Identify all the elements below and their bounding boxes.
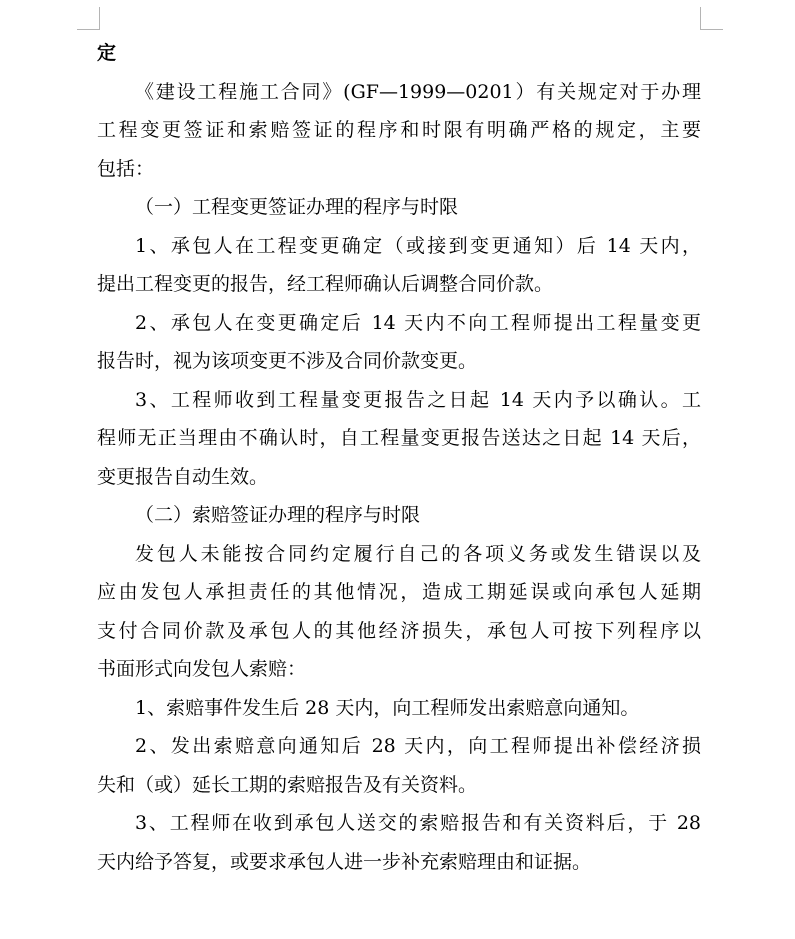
paragraph-line: 失和（或）延长工期的索赔报告及有关资料。 bbox=[97, 773, 478, 796]
paragraph-line: 提出工程变更的报告，经工程师确认后调整合同价款。 bbox=[97, 273, 554, 295]
document-body bbox=[97, 34, 701, 881]
paragraph-line: 工程变更签证和索赔签证的程序和时限有明确严格的规定，主要 bbox=[97, 119, 701, 141]
paragraph-line: 支付合同价款及承包人的其他经济损失，承包人可按下列程序以 bbox=[97, 619, 701, 642]
section-heading: （二）索赔签证办理的程序与时限 bbox=[135, 504, 421, 526]
paragraph-line: 2、承包人在变更确定后 14 天内不向工程师提出工程量变更 bbox=[135, 311, 701, 334]
paragraph-line: 2、发出索赔意向通知后 28 天内，向工程师提出补偿经济损 bbox=[135, 735, 701, 757]
paragraph-line: 3、工程师在收到承包人送交的索赔报告和有关资料后，于 28 bbox=[135, 812, 701, 834]
paragraph-line: 《建设工程施工合同》(GF—1999—0201）有关规定对于办理 bbox=[135, 80, 701, 103]
paragraph-line: 天内给予答复，或要求承包人进一步补充索赔理由和证据。 bbox=[97, 850, 592, 873]
paragraph-line: 程师无正当理由不确认时，自工程量变更报告送达之日起 14 天后， bbox=[97, 427, 701, 449]
heading-fragment: 定 bbox=[97, 42, 117, 64]
section-heading: （一）工程变更签证办理的程序与时限 bbox=[135, 196, 459, 218]
paragraph-line: 3、工程师收到工程量变更报告之日起 14 天内予以确认。工 bbox=[135, 388, 701, 411]
paragraph-line: 应由发包人承担责任的其他情况，造成工期延误或向承包人延期 bbox=[97, 581, 701, 603]
paragraph-line: 包括： bbox=[97, 157, 155, 180]
paragraph-line: 发包人未能按合同约定履行自己的各项义务或发生错误以及 bbox=[135, 542, 701, 565]
paragraph-line: 报告时，视为该项变更不涉及合同价款变更。 bbox=[97, 350, 478, 372]
paragraph-line: 1、索赔事件发生后 28 天内，向工程师发出索赔意向通知。 bbox=[135, 696, 640, 719]
paragraph-line: 变更报告自动生效。 bbox=[97, 465, 269, 488]
paragraph-line: 1、承包人在工程变更确定（或接到变更通知）后 14 天内， bbox=[135, 234, 701, 257]
paragraph-line: 书面形式向发包人索赔： bbox=[97, 658, 307, 680]
crop-mark-top-left bbox=[77, 7, 100, 30]
crop-mark-top-right bbox=[700, 7, 723, 30]
